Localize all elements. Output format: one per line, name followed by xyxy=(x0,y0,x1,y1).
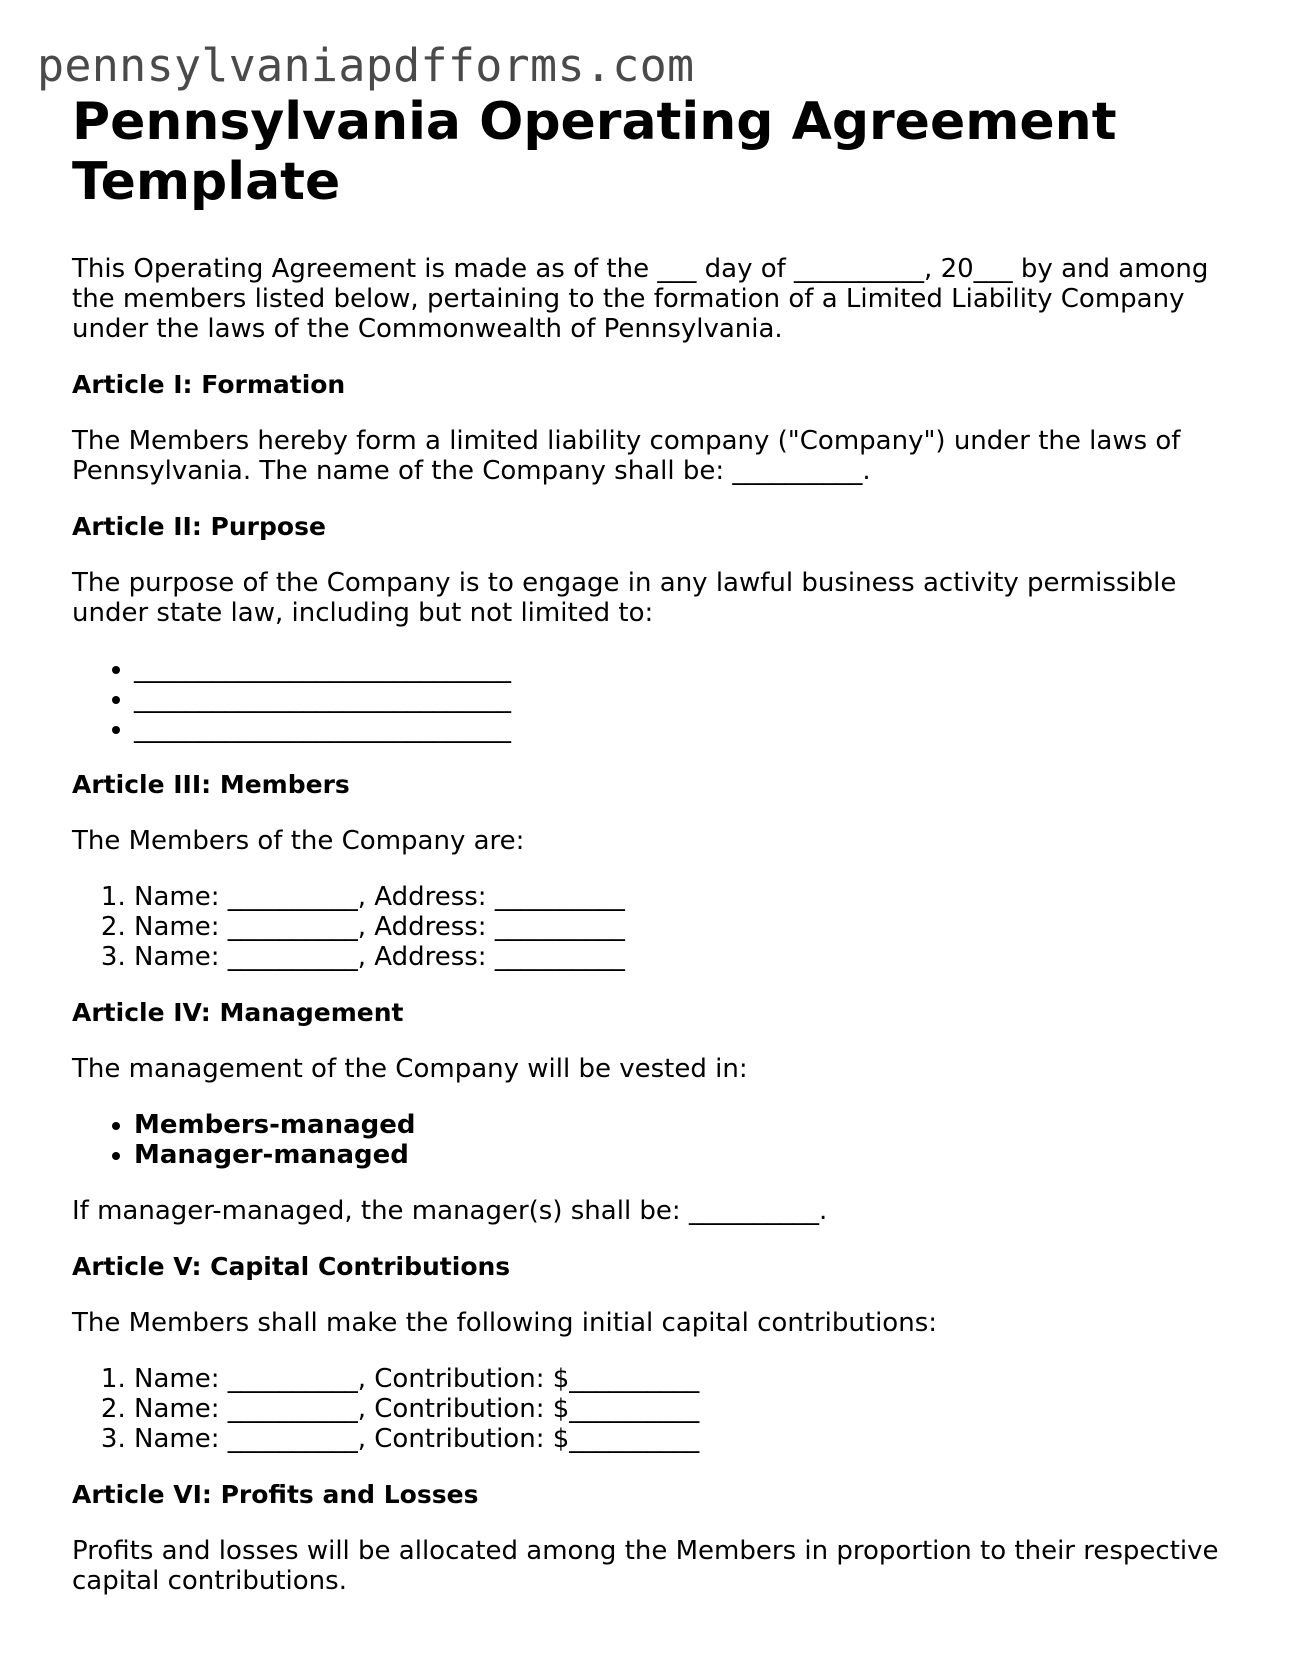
contribution-list-item: 2. Name: __________, Contribution: $__________ xyxy=(134,1394,1232,1424)
member-list-item: 2. Name: __________, Address: __________ xyxy=(134,912,1232,942)
article-3-heading: Article III: Members xyxy=(72,770,350,799)
purpose-list-item: • _____________________________ xyxy=(134,684,1232,714)
contribution-list-item: 3. Name: __________, Contribution: $__________ xyxy=(134,1424,1232,1454)
members-list xyxy=(72,882,1232,972)
article-5-heading: Article V: Capital Contributions xyxy=(72,1252,511,1281)
purpose-list-item: • _____________________________ xyxy=(134,654,1232,684)
contributions-list xyxy=(72,1364,1232,1454)
intro-paragraph: This Operating Agreement is made as of the ___ day of __________, 20___ by and among the members listed below, pertaining to the formation of a Limited Liability Company under the laws of the Commonwealth of Pennsylvania. xyxy=(72,254,1209,344)
article-1-text: The Members hereby form a limited liability company ("Company") under the laws of Pennsylvania. The name of the Company shall be: __________. xyxy=(72,426,1181,486)
page-title: Pennsylvania Operating Agreement Template xyxy=(72,92,1117,212)
member-list-item: 3. Name: __________, Address: __________ xyxy=(134,942,1232,972)
purpose-list-item: • _____________________________ xyxy=(134,714,1232,744)
site-watermark: pennsylvaniapdfforms.com xyxy=(37,39,695,92)
article-1-heading: Article I: Formation xyxy=(72,370,346,399)
article-6-text: Profits and losses will be allocated among the Members in proportion to their respective capital contributions. xyxy=(72,1536,1219,1596)
article-5-text: The Members shall make the following initial capital contributions: xyxy=(72,1308,937,1338)
article-2-heading: Article II: Purpose xyxy=(72,512,326,541)
document-body xyxy=(72,92,1232,1596)
article-4-text: The management of the Company will be vested in: xyxy=(72,1054,748,1084)
management-option: • Manager-managed xyxy=(134,1140,1232,1170)
article-4-followup: If manager-managed, the manager(s) shall be: __________. xyxy=(72,1196,828,1226)
article-4-heading: Article IV: Management xyxy=(72,998,404,1027)
member-list-item: 1. Name: __________, Address: __________ xyxy=(134,882,1232,912)
article-6-heading: Article VI: Profits and Losses xyxy=(72,1480,479,1509)
contribution-list-item: 1. Name: __________, Contribution: $__________ xyxy=(134,1364,1232,1394)
purpose-list xyxy=(72,654,1232,744)
article-2-text: The purpose of the Company is to engage in any lawful business activity permissible under state law, including but not limited to: xyxy=(72,568,1177,628)
management-option: • Members-managed xyxy=(134,1110,1232,1140)
management-options-list xyxy=(72,1110,1232,1170)
article-3-text: The Members of the Company are: xyxy=(72,826,525,856)
